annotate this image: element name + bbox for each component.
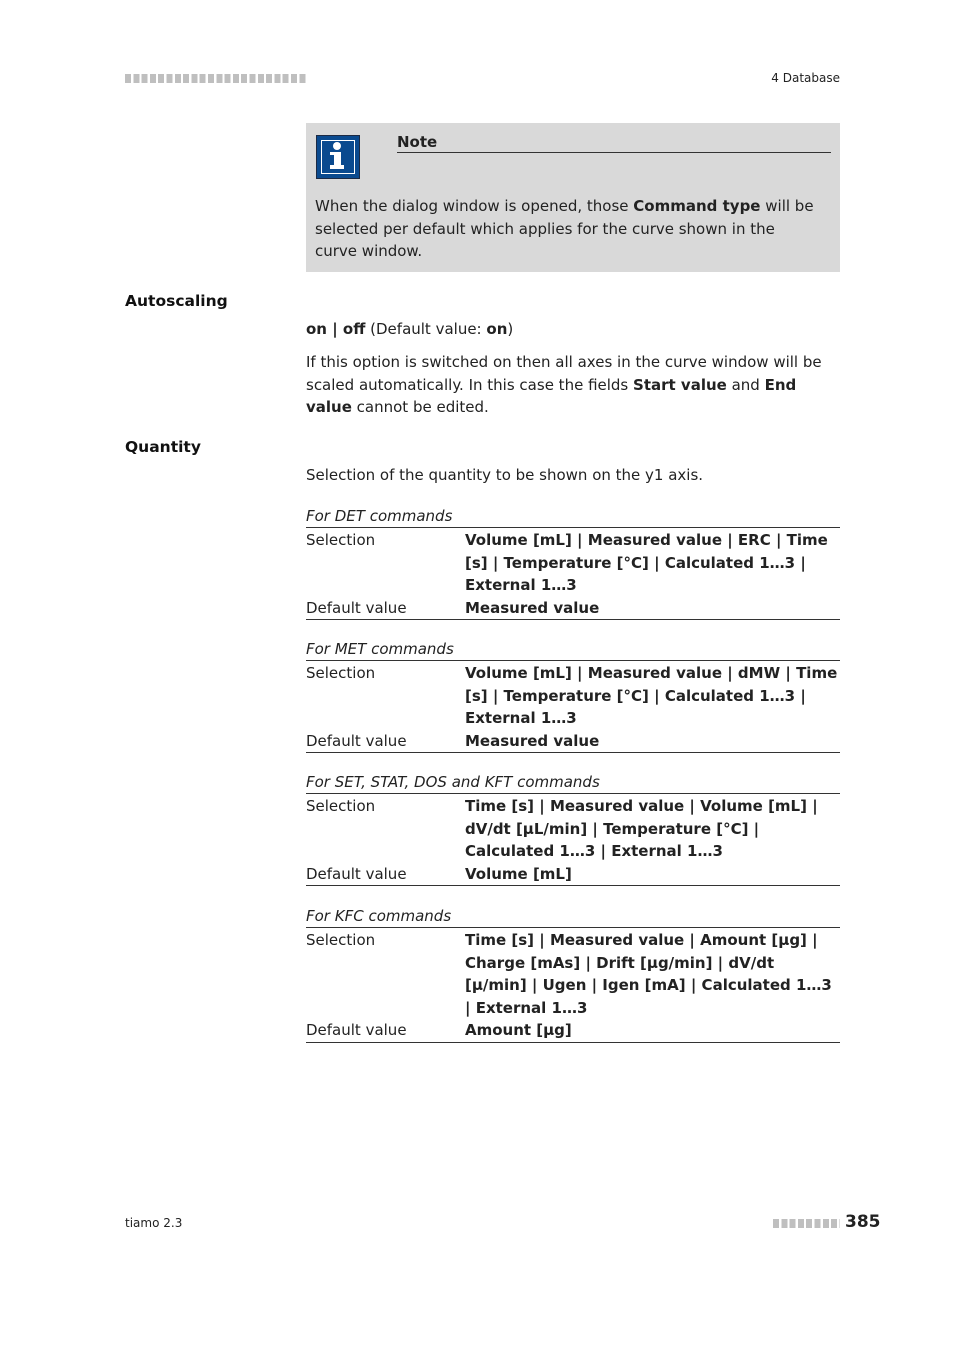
note-text: When the dialog window is opened, those Command type will be selected per default which applies for the curve shown in the curve window. [315, 197, 814, 260]
table-row: Selection Time [s] | Measured value | Amount [µg] | Charge [mAs] | Drift [µg/min] | dV/dt [µ/min] | Ugen | Igen [mA] | Calculated 1…3 | External 1…3 [306, 931, 832, 1017]
footer-decoration [773, 1219, 840, 1228]
chapter-heading: 4 Database [771, 71, 840, 85]
table-met [306, 662, 840, 753]
note-box [306, 123, 840, 272]
page-number: 385 [845, 1212, 881, 1232]
table-set [306, 795, 840, 886]
table-det [306, 529, 840, 620]
note-title: Note [397, 133, 831, 153]
product-name: tiamo 2.3 [125, 1216, 183, 1230]
info-icon [316, 135, 360, 179]
table-row: Default value Measured value [306, 731, 600, 750]
table-row: Selection Time [s] | Measured value | Volume [mL] | dV/dt [µL/min] | Temperature [°C] | Calculated 1…3 | External 1…3 [306, 797, 818, 860]
table-row: Selection Volume [mL] | Measured value | ERC | Time [s] | Temperature [°C] | Calculated 1…3 | External 1…3 [306, 531, 828, 594]
autoscaling-description: If this option is switched on then all axes in the curve window will be scaled automatically. In this case the fields Start value and End value cannot be edited. [306, 353, 822, 416]
table-row: Selection Volume [mL] | Measured value | dMW | Time [s] | Temperature [°C] | Calculated 1…3 | External 1…3 [306, 664, 838, 727]
autoscaling-label: Autoscaling [125, 292, 228, 310]
table-row: Default value Measured value [306, 598, 600, 617]
group-title-det: For DET commands [306, 507, 840, 528]
autoscaling-values: on | off (Default value: on) [306, 320, 514, 338]
quantity-description: Selection of the quantity to be shown on the y1 axis. [306, 466, 704, 484]
group-title-kfc: For KFC commands [306, 907, 840, 928]
header-decoration [125, 74, 307, 83]
table-row: Default value Volume [mL] [306, 864, 572, 883]
group-title-set: For SET, STAT, DOS and KFT commands [306, 773, 840, 794]
table-row: Default value Amount [µg] [306, 1021, 572, 1039]
group-title-met: For MET commands [306, 640, 840, 661]
quantity-label: Quantity [125, 438, 201, 456]
table-kfc [306, 929, 840, 1043]
